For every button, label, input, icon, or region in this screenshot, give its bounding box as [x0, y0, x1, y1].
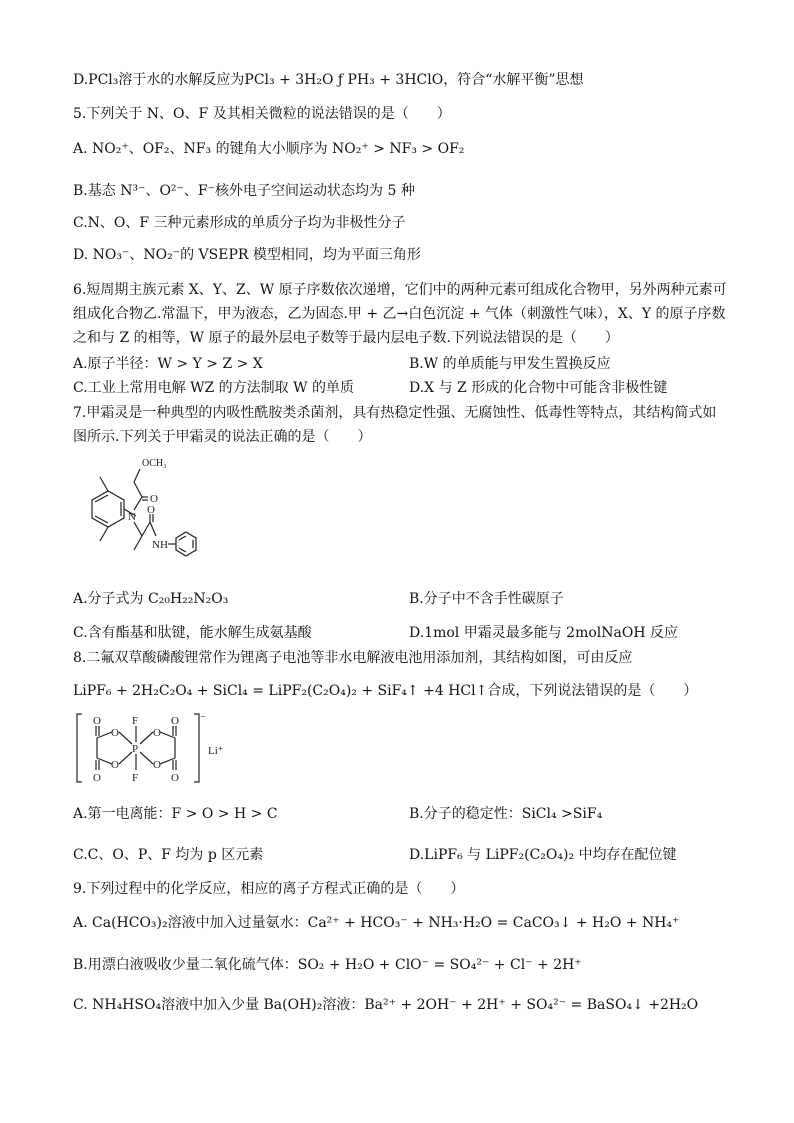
q7-option-d: D.1mol 甲霜灵最多能与 2molNaOH 反应 — [409, 625, 678, 641]
struct-o-label: O — [153, 727, 161, 739]
q9-option-a: A. Ca(HCO₃)₂溶液中加入过量氨水：Ca²⁺ + HCO₃⁻ + NH₃·H₂O = CaCO₃↓ + H₂O + NH₄⁺ — [73, 915, 680, 931]
struct-li-label: Li⁺ — [208, 745, 224, 757]
struct-o-label: O — [93, 772, 101, 784]
struct-och3-label: OCH₃ — [142, 458, 167, 469]
q9-stem: 9.下列过程中的化学反应，相应的离子方程式正确的是（ ） — [73, 881, 465, 897]
q6-option-a: A.原子半径：W > Y > Z > X — [73, 356, 263, 372]
struct-p-label: P — [132, 743, 139, 755]
q7-option-c: C.含有酯基和肽键，能水解生成氨基酸 — [73, 625, 312, 641]
struct-o-label: O — [111, 759, 119, 771]
q5-stem: 5.下列关于 N、O、F 及其相关微粒的说法错误的是（ ） — [73, 106, 451, 122]
q7-option-a: A.分子式为 C₂₀H₂₂N₂O₃ — [73, 591, 229, 607]
struct-f-label: F — [132, 772, 139, 784]
struct-n-label: N — [128, 511, 136, 523]
q7-stem-line2: 图所示.下列关于甲霜灵的说法正确的是（ ） — [73, 429, 372, 445]
q8-option-a: A.第一电离能：F > O > H > C — [73, 806, 278, 822]
q5-option-b: B.基态 N³⁻、O²⁻、F⁻核外电子空间运动状态均为 5 种 — [73, 183, 415, 199]
q8-option-b: B.分子的稳定性：SiCl₄ >SiF₄ — [409, 806, 603, 822]
struct-o-label: O — [171, 715, 179, 727]
q5-option-c: C.N、O、F 三种元素形成的单质分子均为非极性分子 — [73, 215, 406, 231]
struct-o1-label: O — [150, 493, 158, 505]
q7-option-b: B.分子中不含手性碳原子 — [409, 591, 564, 607]
struct-o-label: O — [153, 759, 161, 771]
q8-option-c: C.C、O、P、F 均为 p 区元素 — [73, 847, 264, 863]
q6-option-b: B.W 的单质能与甲发生置换反应 — [409, 356, 611, 372]
lithium-salt-structure — [74, 710, 244, 786]
q6-option-d: D.X 与 Z 形成的化合物中可能含非极性键 — [409, 380, 668, 396]
q8-stem-line2: LiPF₆ + 2H₂C₂O₄ + SiCl₄ = LiPF₂(C₂O₄)₂ + SiF₄↑ +4 HCl↑合成，下列说法错误的是（ ） — [73, 683, 698, 699]
q6-stem-line1: 6.短周期主族元素 X、Y、Z、W 原子序数依次递增，它们中的两种元素可组成化合物甲，另外两种元素可 — [73, 282, 727, 298]
struct-charge-label: ⁻ — [200, 713, 206, 725]
struct-o2-label: O — [147, 504, 155, 516]
struct-o-label: O — [171, 772, 179, 784]
q9-option-b: B.用漂白液吸收少量二氧化硫气体：SO₂ + H₂O + ClO⁻ = SO₄²⁻ + Cl⁻ + 2H⁺ — [73, 957, 582, 973]
q7-stem-line1: 7.甲霜灵是一种典型的内吸性酰胺类杀菌剂，具有热稳定性强、无腐蚀性、低毒性等特点，其结构简式如 — [73, 405, 717, 421]
struct-o-label: O — [93, 715, 101, 727]
q8-option-d: D.LiPF₆ 与 LiPF₂(C₂O₄)₂ 中均存在配位键 — [409, 847, 677, 863]
q4-option-d: D.PCl₃溶于水的水解反应为PCl₃ + 3H₂O ƒ PH₃ + 3HClO，符合“水解平衡”思想 — [73, 72, 584, 88]
q9-option-c: C. NH₄HSO₄溶液中加入少量 Ba(OH)₂溶液：Ba²⁺ + 2OH⁻ + 2H⁺ + SO₄²⁻ = BaSO₄↓ +2H₂O — [73, 997, 699, 1013]
q6-stem-line3: 之和与 Z 的相等，W 原子的最外层电子数等于最内层电子数.下列说法错误的是（ ） — [73, 330, 619, 346]
q5-option-d: D. NO₃⁻、NO₂⁻的 VSEPR 模型相同，均为平面三角形 — [73, 247, 421, 263]
q5-option-a: A. NO₂⁺、OF₂、NF₃ 的键角大小顺序为 NO₂⁺ > NF₃ > OF₂ — [73, 141, 465, 157]
q8-stem-line1: 8.二氟双草酸磷酸锂常作为锂离子电池等非水电解液电池用添加剂，其结构如图，可由反应 — [73, 650, 633, 666]
struct-o-label: O — [111, 727, 119, 739]
metalaxyl-structure — [70, 452, 220, 572]
struct-nh-label: NH — [152, 539, 168, 551]
q6-stem-line2: 组成化合物乙.常温下，甲为液态，乙为固态.甲 + 乙→白色沉淀 + 气体（刺激性气味），X、Y 的原子序数 — [73, 306, 726, 322]
struct-f-label: F — [132, 715, 139, 727]
q6-option-c: C.工业上常用电解 WZ 的方法制取 W 的单质 — [73, 380, 354, 396]
